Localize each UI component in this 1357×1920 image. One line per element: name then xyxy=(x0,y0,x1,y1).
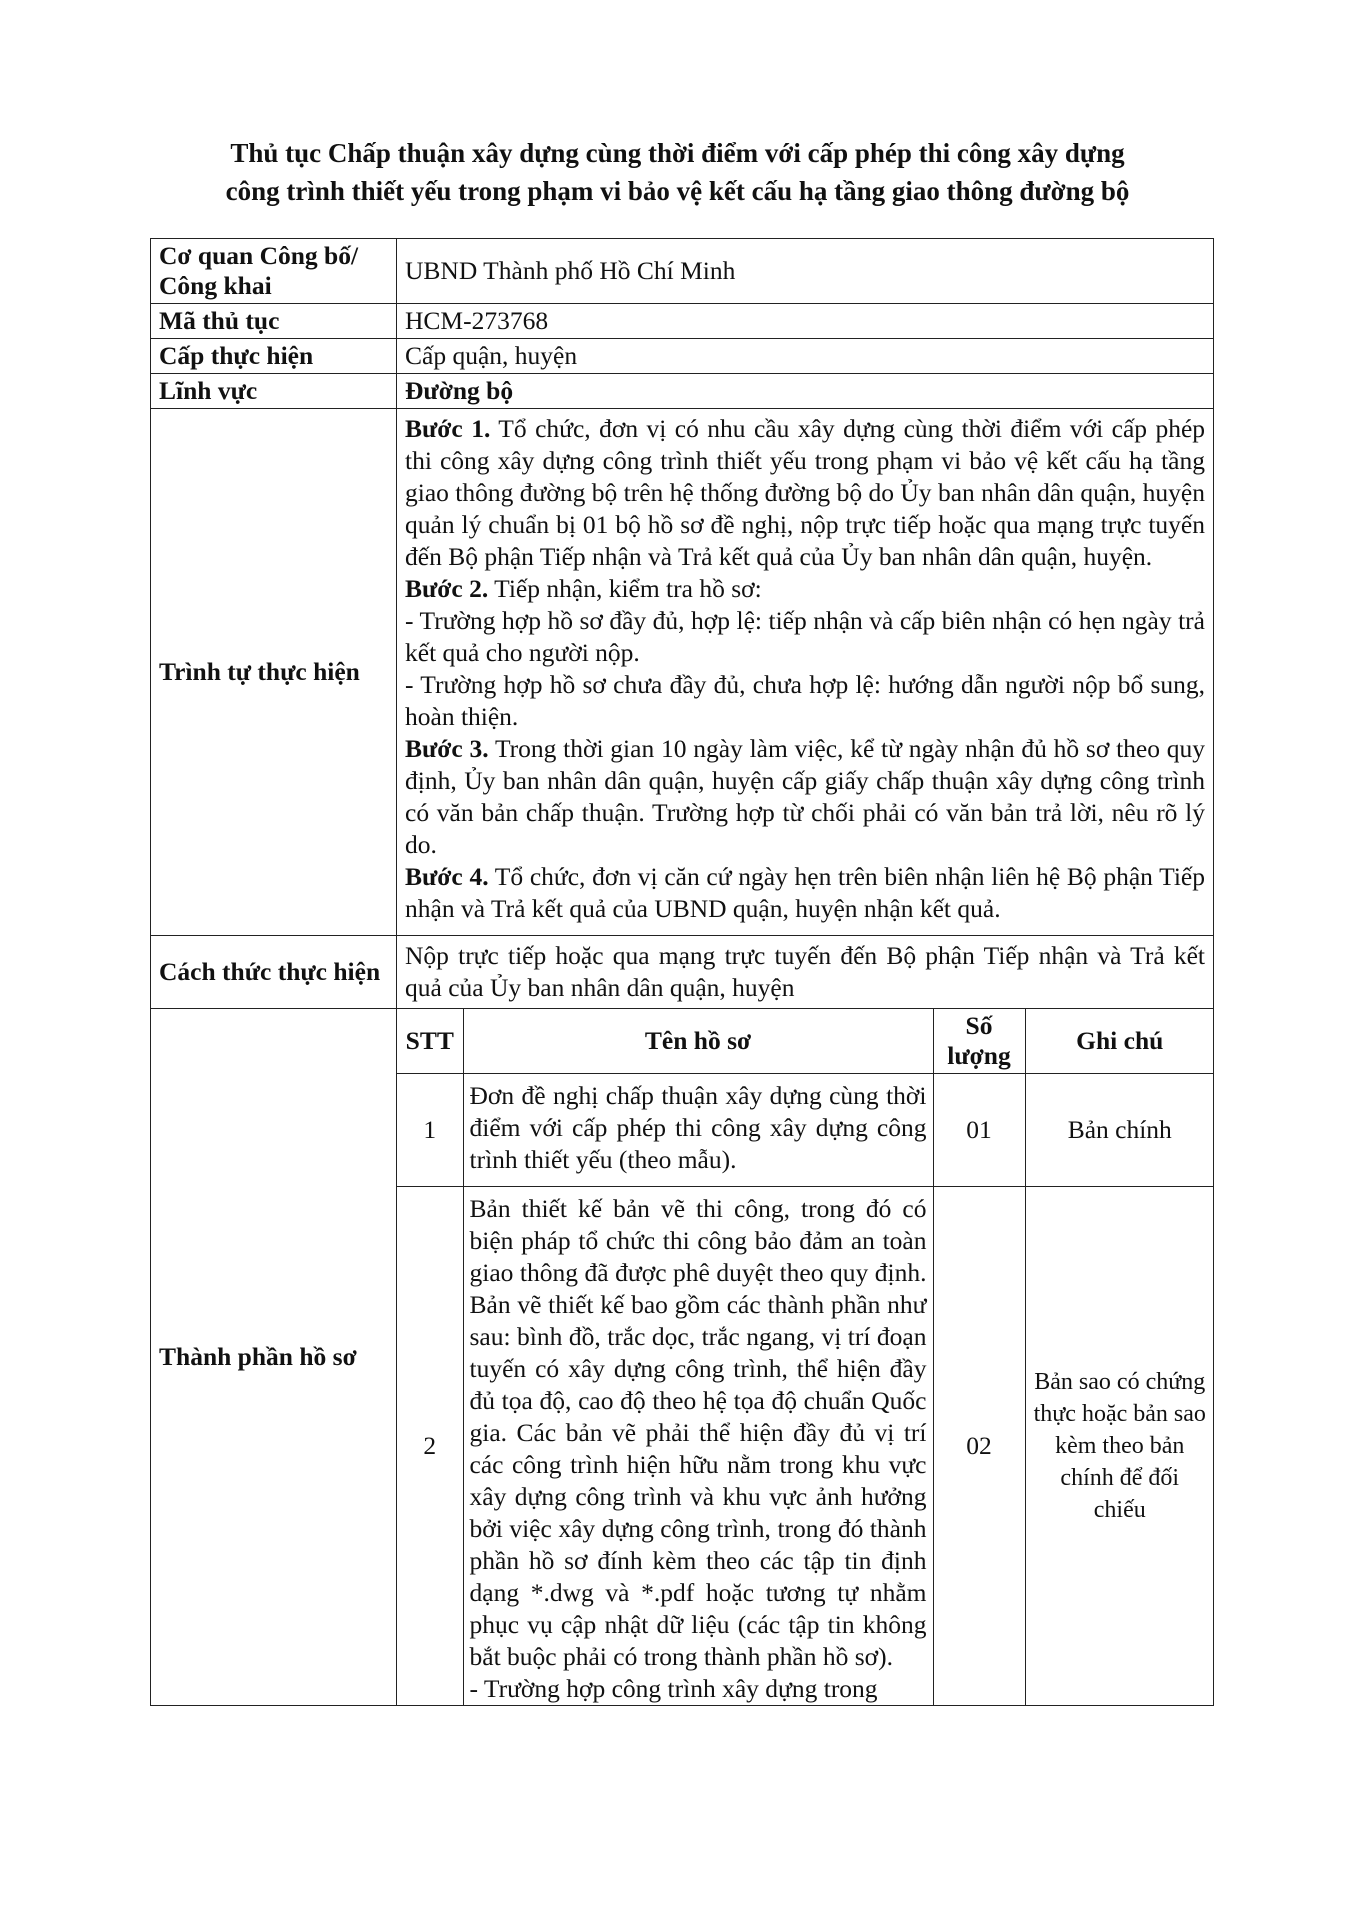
row-method xyxy=(151,936,1214,1009)
step-2-case-b: - Trường hợp hồ sơ chưa đầy đủ, chưa hợp lệ: hướng dẫn người nộp bổ sung, hoàn thiện. xyxy=(405,670,1205,731)
step-1 xyxy=(405,413,1205,573)
dossier-table xyxy=(397,1009,1214,1705)
step-3-head: Bước 3. xyxy=(405,734,489,763)
step-1-head: Bước 1. xyxy=(405,414,491,443)
item-2-name-extra: - Trường hợp công trình xây dựng trong xyxy=(469,1674,878,1703)
table-row xyxy=(397,1074,1214,1187)
sequence-label: Trình tự thực hiện xyxy=(151,409,397,936)
step-2-case-a: - Trường hợp hồ sơ đầy đủ, hợp lệ: tiếp nhận và cấp biên nhận có hẹn ngày trả kết quả cho người nộp. xyxy=(405,606,1205,667)
row-field xyxy=(151,374,1214,409)
procedure-table xyxy=(150,238,1214,1706)
item-2-name-cell xyxy=(463,1187,933,1706)
item-2-name: Bản thiết kế bản vẽ thi công, trong đó có biện pháp tổ chức thi công bảo đảm an toàn giao thông đã được phê duyệt theo quy định. Bản vẽ thiết kế bao gồm các thành phần như sau: bình đồ, trắc dọc, trắc ngang, vị trí đoạn tuyến có xây dựng công trình, thể hiện đầy đủ tọa độ, cao độ theo hệ tọa độ chuẩn Quốc gia. Các bản vẽ phải thể hiện đầy đủ vị trí các công trình hiện hữu nằm trong khu vực xây dựng công trình và khu vực ảnh hưởng bởi việc xây dựng công trình, trong đó thành phần hồ sơ đính kèm theo các tập tin định dạng *.dwg và *.pdf hoặc tương tự nhằm phục vụ cập nhật dữ liệu (các tập tin không bắt buộc phải có trong thành phần hồ sơ). xyxy=(469,1194,927,1671)
table-row xyxy=(397,1187,1214,1706)
step-3-text: Trong thời gian 10 ngày làm việc, kể từ ngày nhận đủ hồ sơ theo quy định, Ủy ban nhân dân quận, huyện cấp giấy chấp thuận xây dựng công trình có văn bản chấp thuận. Trường hợp từ chối phải có văn bản trả lời, nêu rõ lý do. xyxy=(405,734,1205,859)
sequence-content xyxy=(397,409,1214,936)
item-2-note: Bản sao có chứng thực hoặc bản sao kèm theo bản chính để đối chiếu xyxy=(1025,1187,1214,1706)
row-sequence xyxy=(151,409,1214,936)
code-value: HCM-273768 xyxy=(397,304,1214,339)
header-stt: STT xyxy=(397,1009,463,1074)
dossier-label: Thành phần hồ sơ xyxy=(151,1009,397,1706)
step-2-head: Bước 2. xyxy=(405,574,489,603)
document-title xyxy=(150,134,1205,210)
row-level xyxy=(151,339,1214,374)
step-2-text: Tiếp nhận, kiểm tra hồ sơ: xyxy=(488,574,762,603)
header-note: Ghi chú xyxy=(1025,1009,1214,1074)
item-1-name: Đơn đề nghị chấp thuận xây dựng cùng thời điểm với cấp phép thi công xây dựng công trình thiết yếu (theo mẫu). xyxy=(463,1074,933,1187)
method-value: Nộp trực tiếp hoặc qua mạng trực tuyến đến Bộ phận Tiếp nhận và Trả kết quả của Ủy ban nhân dân quận, huyện xyxy=(397,936,1214,1009)
title-line-1: Thủ tục Chấp thuận xây dựng cùng thời điểm với cấp phép thi công xây dựng xyxy=(230,138,1125,168)
dossier-header-row xyxy=(397,1009,1214,1074)
item-1-stt: 1 xyxy=(397,1074,463,1187)
method-label: Cách thức thực hiện xyxy=(151,936,397,1009)
field-label: Lĩnh vực xyxy=(151,374,397,409)
step-4-text: Tổ chức, đơn vị căn cứ ngày hẹn trên biên nhận liên hệ Bộ phận Tiếp nhận và Trả kết quả của UBND quận, huyện nhận kết quả. xyxy=(405,862,1205,923)
row-agency xyxy=(151,239,1214,304)
code-label: Mã thủ tục xyxy=(151,304,397,339)
row-code xyxy=(151,304,1214,339)
step-3 xyxy=(405,733,1205,861)
header-name: Tên hồ sơ xyxy=(463,1009,933,1074)
level-value: Cấp quận, huyện xyxy=(397,339,1214,374)
agency-value: UBND Thành phố Hồ Chí Minh xyxy=(397,239,1214,304)
item-1-qty: 01 xyxy=(933,1074,1025,1187)
step-4 xyxy=(405,861,1205,925)
title-line-2: công trình thiết yếu trong phạm vi bảo vệ kết cấu hạ tầng giao thông đường bộ xyxy=(225,176,1130,206)
dossier-content xyxy=(397,1009,1214,1706)
step-1-text: Tổ chức, đơn vị có nhu cầu xây dựng cùng thời điểm với cấp phép thi công xây dựng công trình thiết yếu trong phạm vi bảo vệ kết cấu hạ tầng giao thông đường bộ trên hệ thống đường bộ do Ủy ban nhân dân quận, huyện quản lý chuẩn bị 01 bộ hồ sơ đề nghị, nộp trực tiếp hoặc qua mạng trực tuyến đến Bộ phận Tiếp nhận và Trả kết quả của Ủy ban nhân dân quận, huyện. xyxy=(405,414,1206,571)
agency-label: Cơ quan Công bố/ Công khai xyxy=(151,239,397,304)
item-2-stt: 2 xyxy=(397,1187,463,1706)
level-label: Cấp thực hiện xyxy=(151,339,397,374)
header-qty: Số lượng xyxy=(933,1009,1025,1074)
item-2-qty: 02 xyxy=(933,1187,1025,1706)
step-2 xyxy=(405,573,1205,605)
field-value: Đường bộ xyxy=(397,374,1214,409)
row-dossier xyxy=(151,1009,1214,1706)
item-1-note: Bản chính xyxy=(1025,1074,1214,1187)
step-4-head: Bước 4. xyxy=(405,862,489,891)
